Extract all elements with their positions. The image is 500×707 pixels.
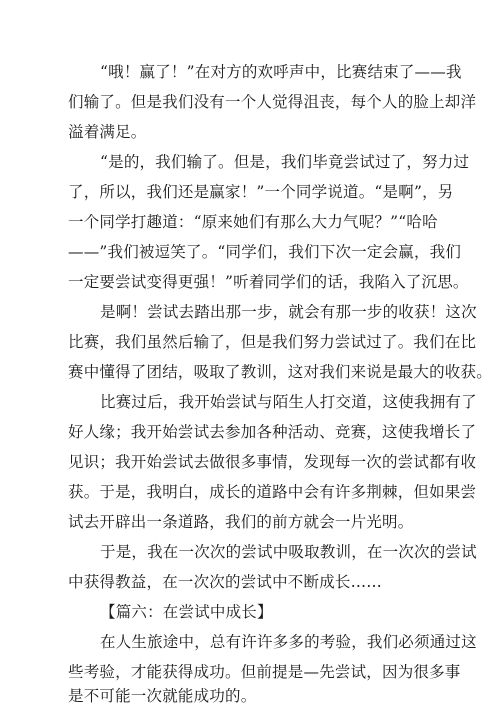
text-line: 是啊！尝试去踏出那一步，就会有那一步的收获！这次 (100, 303, 477, 321)
text-line: 些考验，才能获得成功。但前提是—先尝试，因为很多事 (68, 663, 461, 681)
text-line: 于是，我在一次次的尝试中吸取教训，在一次次的尝试 (100, 543, 477, 561)
text-line: 比赛过后，我开始尝试与陌生人打交道，这使我拥有了 (100, 393, 477, 411)
text-line: 获。于是，我明白，成长的道路中会有许多荆棘，但如果尝 (68, 483, 477, 501)
text-line: ——”我们被逗笑了。“同学们，我们下次一定会赢，我们 (68, 243, 462, 261)
text-line: 一定要尝试变得更强！”听着同学们的话，我陷入了沉思。 (68, 273, 469, 291)
text-line: 试去开辟出一条道路，我们的前方就会一片光明。 (68, 513, 414, 531)
text-line: 了，所以，我们还是赢家！”一个同学说道。“是啊”，另 (68, 183, 454, 201)
text-line: 比赛，我们虽然后输了，但是我们努力尝试过了。我们在比 (68, 333, 477, 351)
text-line: 赛中懂得了团结，吸取了教训，这对我们来说是最大的收获。 (68, 363, 492, 381)
section-title: 【篇六：在尝试中成长】 (100, 603, 273, 621)
text-line: 好人缘；我开始尝试去参加各种活动、竞赛，这使我增长了 (68, 423, 477, 441)
text-line: 一个同学打趣道：“原来她们有那么大力气呢？”“哈哈 (68, 213, 438, 231)
text-line: 在人生旅途中，总有许许多多的考验，我们必须通过这 (100, 633, 477, 651)
text-line: 见识；我开始尝试去做很多事情，发现每一次的尝试都有收 (68, 453, 477, 471)
text-line: 中获得教益，在一次次的尝试中不断成长…… (68, 573, 383, 591)
text-line: 溢着满足。 (68, 123, 147, 141)
text-line: “哦！赢了！”在对方的欢呼声中，比赛结束了——我 (100, 63, 462, 81)
text-line: 是不可能一次就能成功的。 (68, 687, 257, 705)
text-line: 们输了。但是我们没有一个人觉得沮丧，每个人的脸上却洋 (68, 93, 477, 111)
text-line: “是的，我们输了。但是，我们毕竟尝试过了，努力过 (100, 153, 470, 171)
